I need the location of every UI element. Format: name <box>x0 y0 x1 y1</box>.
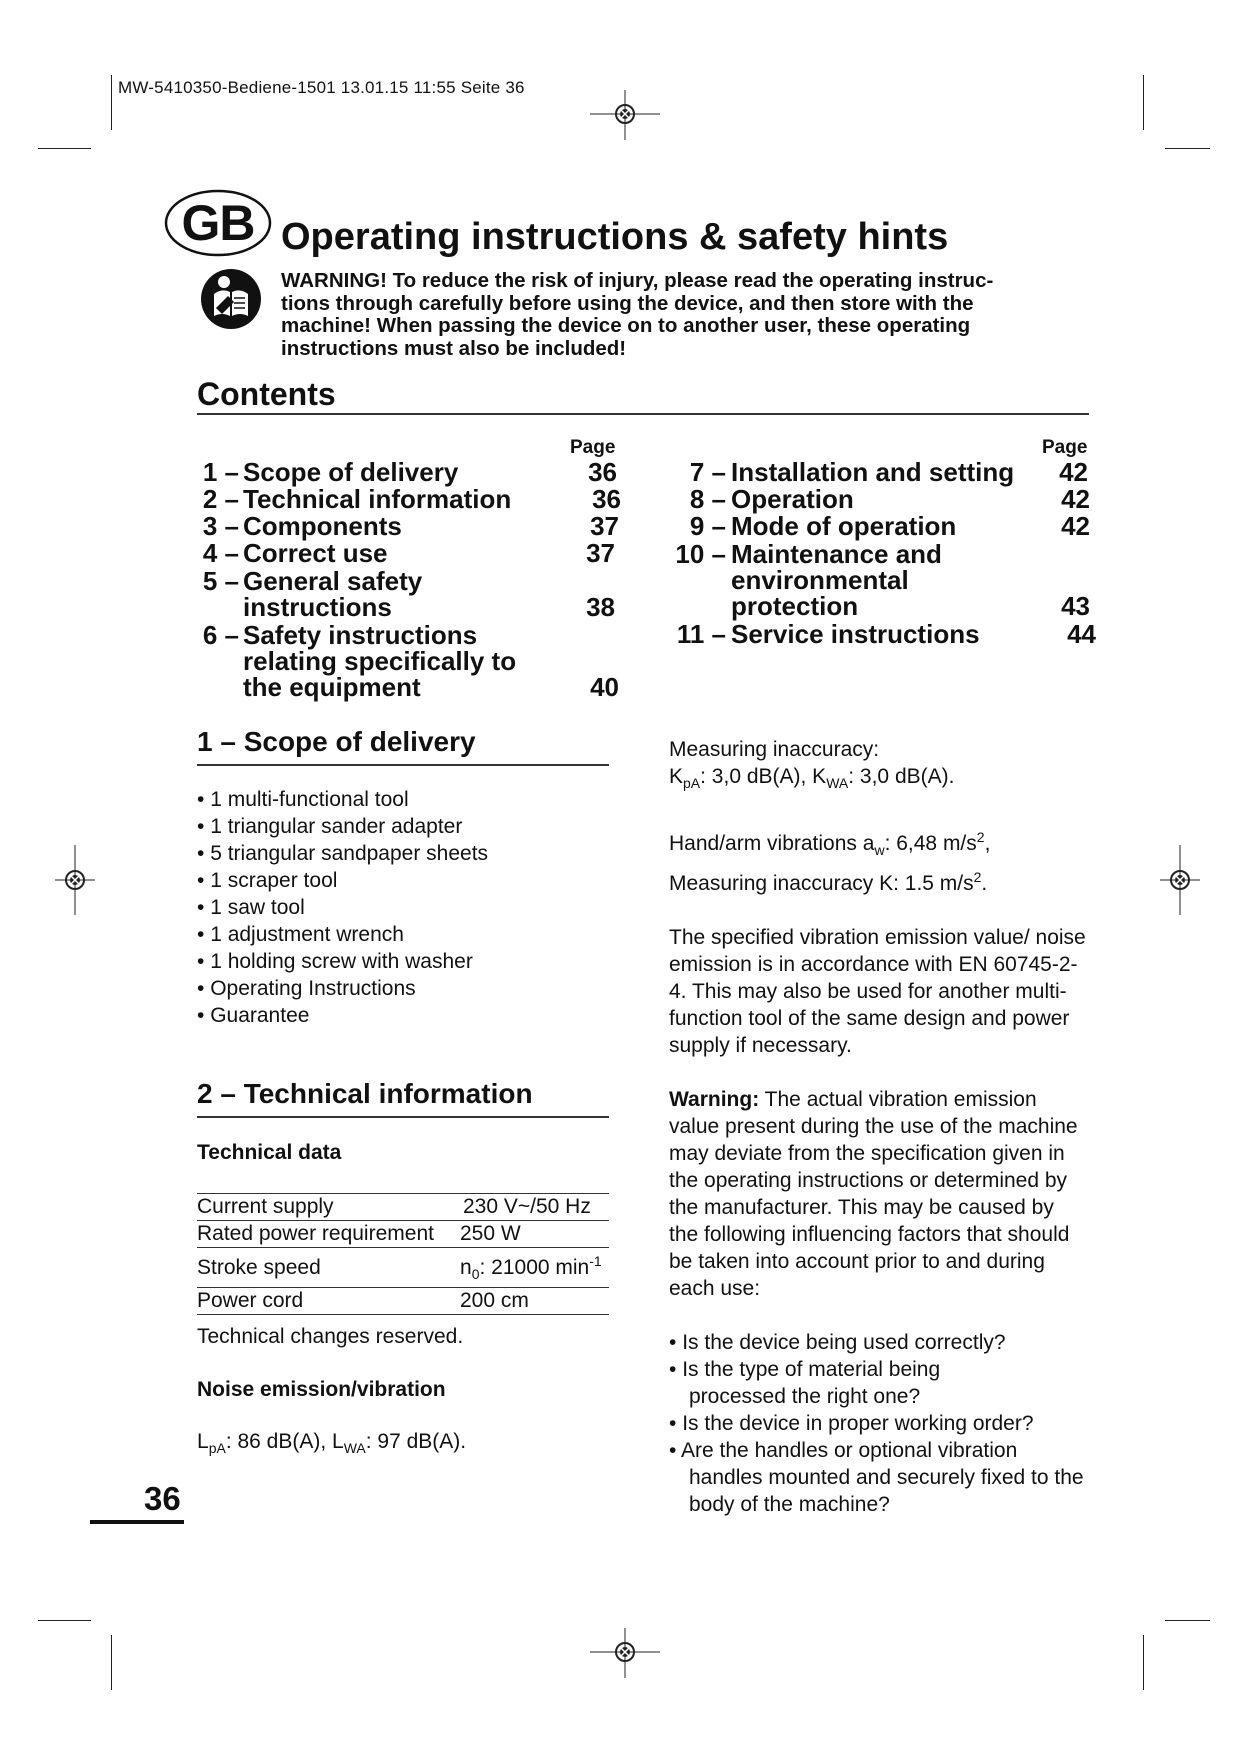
toc-number: 6 – <box>202 620 239 650</box>
warning-line: WARNING! To reduce the risk of injury, please read the operating instruc- <box>281 269 994 292</box>
tech-data-table <box>197 1193 609 1315</box>
contents-divider <box>197 413 1089 415</box>
toc-label: Technical information <box>243 484 512 514</box>
checklist <box>669 1329 1089 1518</box>
toc-entry[interactable] <box>197 568 615 622</box>
measuring-label: Measuring inaccuracy: <box>669 738 880 761</box>
toc-page-label: Page <box>570 437 616 458</box>
toc-entry[interactable] <box>197 622 619 703</box>
toc-page-number: 42 <box>1061 511 1090 541</box>
page-number-rule <box>90 1520 184 1524</box>
toc-entry[interactable] <box>660 459 1088 486</box>
warning-line: machine! When passing the device on to another user, these operating <box>281 314 971 337</box>
toc-entry[interactable] <box>660 541 1090 622</box>
tech-value-superscript: -1 <box>589 1253 602 1269</box>
toc-entry[interactable] <box>660 621 1096 648</box>
section-divider <box>197 764 609 766</box>
tech-value-symbol: n <box>460 1256 472 1279</box>
toc-number: 2 – <box>202 484 239 514</box>
country-badge <box>164 188 272 258</box>
tech-value: 230 V~/50 Hz <box>460 1194 609 1221</box>
crop-mark <box>1143 1635 1144 1690</box>
technical-changes-note: Technical changes reserved. <box>197 1325 464 1348</box>
tech-label: Power cord <box>197 1288 460 1315</box>
scope-list <box>197 786 488 1029</box>
table-row <box>197 1221 609 1248</box>
tech-value: 250 W <box>460 1221 609 1248</box>
registration-mark-icon <box>590 90 660 140</box>
toc-entry[interactable] <box>197 486 621 513</box>
table-row <box>197 1248 609 1288</box>
vibration-warning-paragraph <box>669 1086 1079 1302</box>
section-heading-tech: 2 – Technical information <box>197 1078 533 1109</box>
crop-mark <box>1165 148 1210 149</box>
toc-label: Mode of operation <box>731 511 957 541</box>
toc-number: 5 – <box>202 566 239 596</box>
hand-punct: , <box>984 832 991 856</box>
toc-number: 8 – <box>689 484 726 514</box>
toc-page-number: 44 <box>1067 619 1096 649</box>
list-item: • Is the device in proper working order? <box>669 1410 1089 1437</box>
tech-value-subscript: 0 <box>471 1266 480 1283</box>
table-row <box>197 1288 609 1315</box>
toc-page-number: 42 <box>1061 484 1090 514</box>
toc-page-number: 36 <box>592 484 621 514</box>
list-item: • 1 holding screw with washer <box>197 948 488 975</box>
list-item: • Is the device being used correctly? <box>669 1329 1089 1356</box>
toc-entry[interactable] <box>197 459 617 486</box>
toc-number: 11 – <box>676 619 726 649</box>
noise-subscript: pA <box>208 1440 226 1457</box>
k-value: : 3,0 dB(A), K <box>700 765 827 788</box>
hand-subscript: w <box>874 842 885 859</box>
print-slug: MW-5410350-Bediene-1501 13.01.15 11:55 Seite 36 <box>118 78 525 97</box>
toc-page-number: 40 <box>590 672 619 702</box>
measuring-inaccuracy-k <box>669 864 1099 897</box>
toc-number: 10 – <box>675 539 726 569</box>
noise-values <box>197 1428 466 1462</box>
tech-value-main: : 21000 min <box>479 1256 590 1279</box>
contents-heading: Contents <box>197 376 336 412</box>
section-heading-scope: 1 – Scope of delivery <box>197 726 476 757</box>
toc-page-number: 43 <box>1061 591 1090 621</box>
toc-label: Scope of delivery <box>243 457 459 487</box>
tech-data-heading: Technical data <box>197 1141 342 1164</box>
toc-page-number: 37 <box>586 538 615 568</box>
toc-label: Safety instructions <box>243 620 478 650</box>
page-title: Operating instructions & safety hints <box>281 216 949 258</box>
toc-label: environmental <box>731 565 909 595</box>
toc-label: Service instructions <box>731 619 980 649</box>
table-row <box>197 1194 609 1221</box>
crop-mark <box>111 75 112 130</box>
registration-mark-icon <box>1160 845 1200 915</box>
meas-k-label: Measuring inaccuracy K: 1.5 m/s <box>669 872 974 896</box>
list-item: • 1 multi-functional tool <box>197 786 488 813</box>
k-value: : 3,0 dB(A). <box>848 765 955 788</box>
right-column <box>669 736 1099 1518</box>
noise-value: : 86 dB(A), L <box>225 1430 344 1453</box>
list-item: • 1 triangular sander adapter <box>197 813 488 840</box>
tech-label: Stroke speed <box>197 1248 460 1288</box>
list-item: • 5 triangular sandpaper sheets <box>197 840 488 867</box>
tech-value <box>460 1248 609 1288</box>
meas-k-punct: . <box>981 872 988 896</box>
crop-mark <box>38 148 91 149</box>
list-item: • 1 scraper tool <box>197 867 488 894</box>
warning-text <box>281 270 1081 360</box>
country-code: GB <box>181 195 255 251</box>
tech-label: Current supply <box>197 1194 460 1221</box>
tech-label: Rated power requirement <box>197 1221 460 1248</box>
toc-number: 3 – <box>202 511 239 541</box>
toc-label: relating specifically to <box>243 646 517 676</box>
specified-emission-paragraph: The specified vibration emission value/ noise emission is in accordance with EN 60745-2-4. This may also be used for another multi-function tool of the same design and power supply if necessary. <box>669 926 1086 1058</box>
list-item: • Operating Instructions <box>197 975 488 1002</box>
toc-label: Operation <box>731 484 854 514</box>
toc-number: 9 – <box>689 511 726 541</box>
hand-label: Hand/arm vibrations a <box>669 832 875 856</box>
toc-number: 1 – <box>202 457 239 487</box>
toc-label: Components <box>243 511 402 541</box>
list-item: • 1 saw tool <box>197 894 488 921</box>
section-divider <box>197 1116 609 1118</box>
list-item: • Is the type of material being processed the right one? <box>669 1356 1009 1410</box>
noise-subscript: WA <box>343 1440 366 1457</box>
crop-mark <box>38 1620 91 1621</box>
warning-label: Warning: <box>669 1088 760 1112</box>
warning-body: The actual vibration emission value present during the use of the machine may deviate from the specification given in the operating instructions or determined by the manufacturer. This may be caused by the following influencing factors that should be taken into account prior to and during each use: <box>669 1088 1078 1301</box>
list-item: • 1 adjustment wrench <box>197 921 488 948</box>
registration-mark-icon <box>590 1628 660 1678</box>
page-number: 36 <box>144 1480 181 1517</box>
read-manual-icon <box>200 268 262 330</box>
toc-label: the equipment <box>243 672 421 702</box>
list-item: • Are the handles or optional vibration handles mounted and securely fixed to the body of the machine? <box>669 1437 1089 1518</box>
toc-label: Maintenance and <box>731 539 942 569</box>
toc-number: 7 – <box>689 457 726 487</box>
crop-mark <box>1143 75 1144 130</box>
toc-label: instructions <box>243 592 392 622</box>
toc-page-number: 37 <box>590 511 619 541</box>
toc-number: 4 – <box>202 538 239 568</box>
toc-page-number: 38 <box>586 592 615 622</box>
hand-superscript: 2 <box>976 829 985 846</box>
crop-mark <box>111 1635 112 1690</box>
noise-heading: Noise emission/vibration <box>197 1378 446 1401</box>
crop-mark <box>1165 1620 1210 1621</box>
toc-label: Installation and setting <box>731 457 1015 487</box>
toc-label: Correct use <box>243 538 388 568</box>
list-item: • Guarantee <box>197 1002 488 1029</box>
toc-entry[interactable] <box>660 513 1090 540</box>
k-subscript: pA <box>683 775 701 792</box>
measuring-k-values <box>669 763 1099 797</box>
toc-entry[interactable] <box>660 486 1090 513</box>
toc-label: General safety <box>243 566 423 596</box>
toc-entry[interactable] <box>197 540 615 567</box>
k-subscript: WA <box>826 775 849 792</box>
toc-label: protection <box>731 591 859 621</box>
warning-line: tions through carefully before using the device, and then store with the <box>281 291 974 315</box>
toc-page-number: 42 <box>1059 457 1088 487</box>
meas-k-superscript: 2 <box>973 869 982 886</box>
toc-page-number: 36 <box>588 457 617 487</box>
tech-value: 200 cm <box>460 1288 609 1315</box>
registration-mark-icon <box>55 845 95 915</box>
k-symbol: K <box>669 765 684 788</box>
noise-symbol: L <box>197 1430 209 1453</box>
hand-arm-vibrations <box>669 824 1099 864</box>
toc-entry[interactable] <box>197 513 619 540</box>
warning-line: instructions must also be included! <box>281 336 627 360</box>
noise-value: : 97 dB(A). <box>365 1430 467 1453</box>
toc-page-label: Page <box>1042 437 1088 458</box>
hand-value: : 6,48 m/s <box>884 832 977 856</box>
